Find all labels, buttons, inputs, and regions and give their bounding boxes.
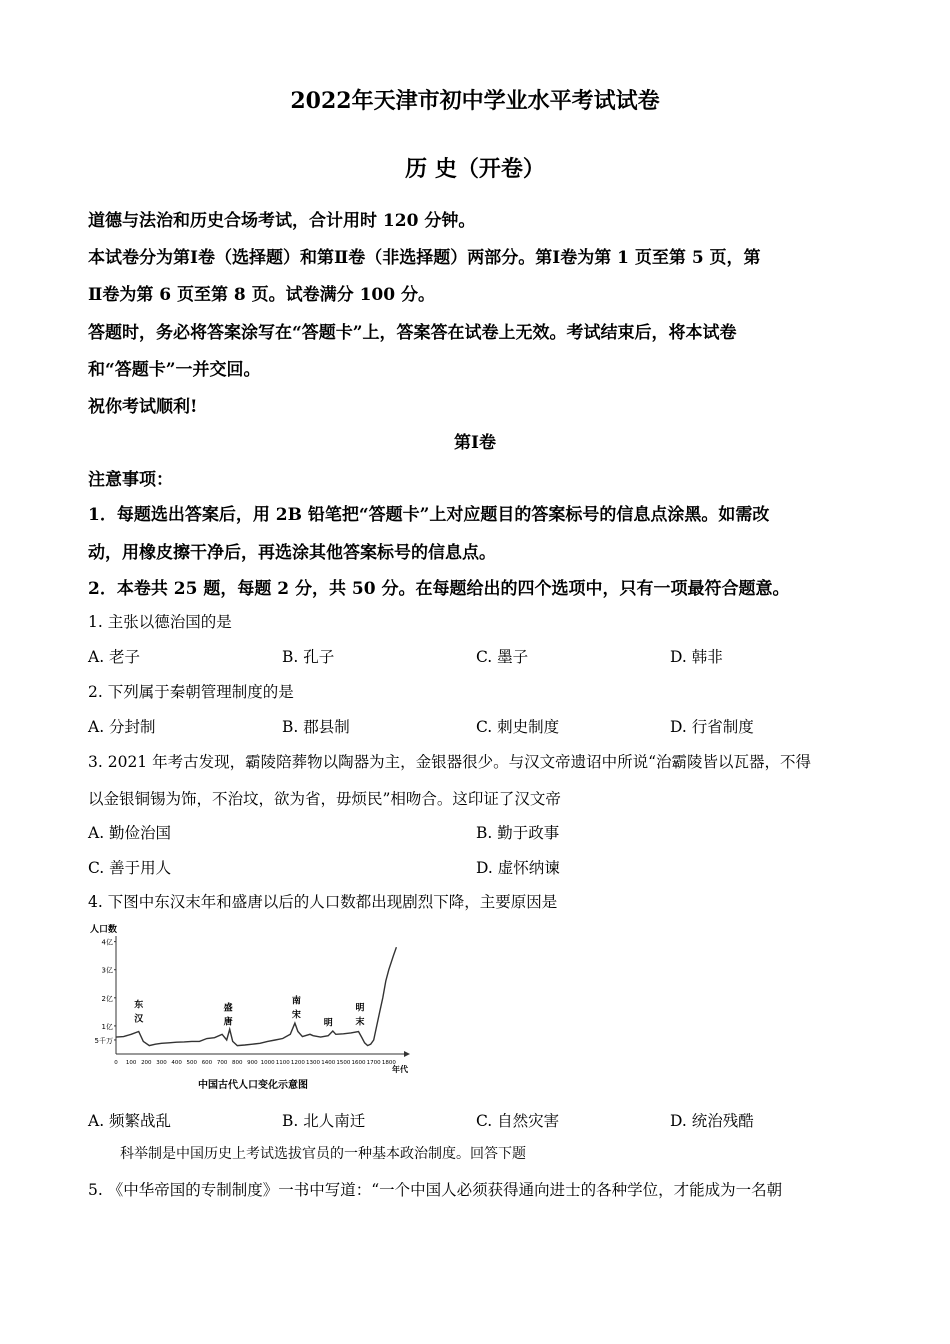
page-subtitle: 历 史（开卷） [405,156,545,182]
question-5-context: 科举制是中国历史上考试选拔官员的一种基本政治制度。回答下题 [120,1146,526,1162]
chart-x-tick-label: 1700 [366,1060,381,1066]
question-2-option-a: A. 分封制 [88,718,156,736]
intro-time: 道德与法治和历史合场考试，合计用时 120 分钟。 [88,211,476,231]
section-title: 第Ⅰ卷 [454,433,496,453]
chart-y-tick-label: 3亿 [101,966,113,975]
question-4-option-a: A. 频繁战乱 [88,1112,172,1130]
chart-x-tick-label: 900 [247,1060,258,1066]
intro-structure-cont: Ⅱ卷为第 6 页至第 8 页。试卷满分 100 分。 [88,285,435,305]
notice-title: 注意事项： [88,470,173,490]
intro-wish: 祝你考试顺利! [88,397,198,417]
question-4-option-b: B. 北人南迁 [282,1112,366,1130]
chart-y-tick-label: 4亿 [101,938,113,947]
chart-x-tick-label: 1000 [260,1060,275,1066]
question-3-option-d: D. 虚怀纳谏 [476,859,560,877]
chart-x-arrow [404,1051,410,1057]
question-3-option-a: A. 勤俭治国 [88,824,172,842]
chart-x-tick-label: 800 [232,1060,243,1066]
question-1-option-d: D. 韩非 [670,648,723,666]
notice-item-1: 1．每题选出答案后，用 2B 铅笔把“答题卡”上对应题目的答案标号的信息点涂黑。如需改 [88,505,770,525]
chart-x-tick-label: 0 [114,1060,118,1066]
question-2-option-b: B. 郡县制 [282,718,350,736]
chart-x-tick-label: 400 [171,1060,182,1066]
chart-x-tick-label: 600 [201,1060,213,1066]
chart-annotation: 明末 [355,1003,365,1028]
question-2-option-c: C. 刺史制度 [476,718,560,736]
chart-x-axis-label: 年代 [392,1065,408,1074]
intro-answer-rule-cont: 和“答题卡”一并交回。 [88,360,261,380]
chart-x-tick-label: 700 [216,1060,228,1066]
chart-annotation: 明 [323,1018,333,1029]
notice-item-1-cont: 动，用橡皮擦干净后，再选涂其他答案标号的信息点。 [88,543,496,563]
question-2-option-d: D. 行省制度 [670,718,754,736]
question-1-option-a: A. 老子 [88,648,141,666]
chart-x-tick-label: 1600 [351,1060,366,1066]
page-title: 2022年天津市初中学业水平考试试卷 [290,88,660,114]
intro-structure: 本试卷分为第Ⅰ卷（选择题）和第Ⅱ卷（非选择题）两部分。第Ⅰ卷为第 1 页至第 5 页，第 [88,248,761,268]
chart-annotation: 南宋 [291,996,301,1021]
question-3-option-b: B. 勤于政事 [476,824,560,842]
chart-x-tick-label: 500 [186,1060,198,1066]
question-4-stem: 4. 下图中东汉末年和盛唐以后的人口数都出现剧烈下降，主要原因是 [88,893,558,911]
chart-x-tick-label: 100 [125,1060,137,1066]
question-1-option-c: C. 墨子 [476,648,529,666]
chart-annotation: 盛唐 [223,1003,233,1028]
question-5-stem: 5. 《中华帝国的专制制度》一书中写道：“一个中国人必须获得通向进士的各种学位，才能成为一名朝 [88,1181,783,1199]
question-4-option-c: C. 自然灾害 [476,1112,560,1130]
chart-x-tick-label: 200 [141,1060,152,1066]
chart-series-line [116,947,396,1045]
population-chart [88,920,418,1092]
question-3-stem-cont: 以金银铜锡为饰，不治坟，欲为省，毋烦民”相吻合。这印证了汉文帝 [88,790,561,808]
chart-x-tick-label: 1300 [306,1060,321,1066]
chart-x-tick-label: 1100 [275,1060,290,1066]
chart-y-tick-label: 2亿 [101,994,113,1003]
chart-x-tick-label: 1800 [381,1060,396,1066]
chart-annotation: 东汉 [134,1000,144,1025]
chart-x-tick-label: 300 [156,1060,167,1066]
intro-answer-rule: 答题时，务必将答案涂写在“答题卡”上，答案答在试卷上无效。考试结束后，将本试卷 [88,323,737,343]
chart-y-tick-label: 1亿 [101,1022,113,1031]
chart-x-tick-label: 1400 [321,1060,336,1066]
question-1-stem: 1. 主张以德治国的是 [88,613,232,631]
chart-x-tick-label: 1200 [290,1060,305,1066]
question-4-option-d: D. 统治残酷 [670,1112,754,1130]
notice-item-2: 2．本卷共 25 题，每题 2 分，共 50 分。在每题给出的四个选项中，只有一项最符合题意。 [88,579,790,599]
question-2-stem: 2. 下列属于秦朝管理制度的是 [88,683,294,701]
chart-x-tick-label: 1500 [336,1060,351,1066]
question-1-option-b: B. 孔子 [282,648,335,666]
chart-y-axis-label: 人口数 [90,925,118,935]
chart-title: 中国古代人口变化示意图 [198,1080,308,1091]
chart-y-tick-label: 5千万 [94,1036,113,1045]
question-3-option-c: C. 善于用人 [88,859,172,877]
question-3-stem: 3. 2021 年考古发现，霸陵陪葬物以陶器为主，金银器很少。与汉文帝遗诏中所说“治霸陵皆以瓦器，不得 [88,753,812,771]
